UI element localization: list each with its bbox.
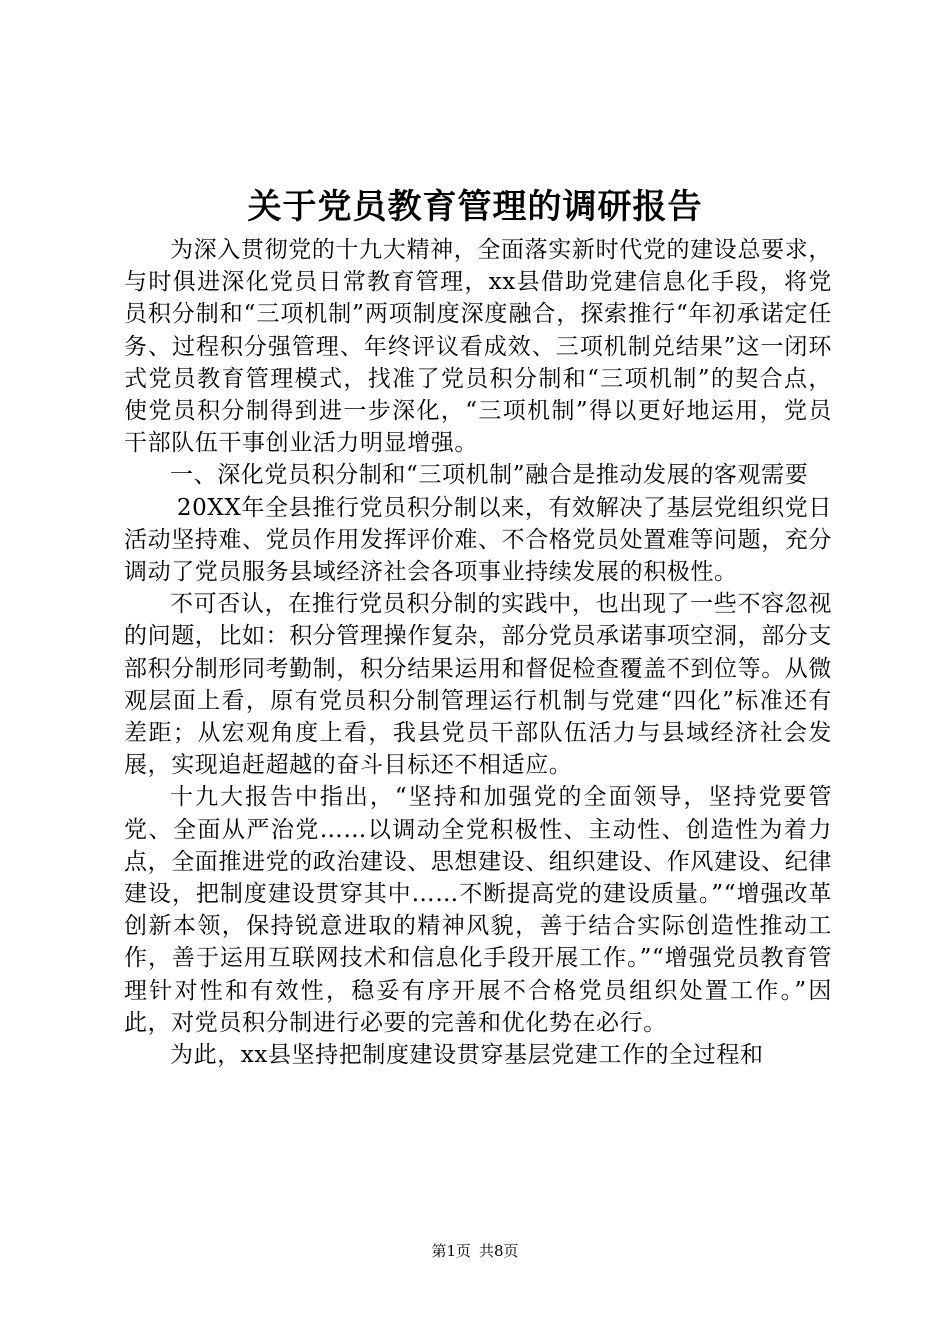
page-footer	[0, 1241, 950, 1261]
paragraph-quote: 十九大报告中指出，“坚持和加强党的全面领导，坚持党要管党、全面从严治党……以调动全党积极性、主动性、创造性为着力点，全面推进党的政治建设、思想建设、组织建设、作风建设、纪律建设，把制度建设贯穿其中……不断提高党的建设质量。”“增强改革创新本领，保持锐意进取的精神风貌，善于结合实际创造性推动工作，善于运用互联网技术和信息化手段开展工作。”“增强党员教育管理针对性和有效性，稳妥有序开展不合格党员组织处置工作。”因此，对党员积分制进行必要的完善和优化势在必行。	[124, 784, 832, 1036]
paragraph-intro: 为深入贯彻党的十九大精神，全面落实新时代党的建设总要求，与时俱进深化党员日常教育管理，xx县借助党建信息化手段，将党员积分制和“三项机制”两项制度深度融合，探索推行“年初承诺定任务、过程积分强管理、年终评议看成效、三项机制兑结果”这一闭环式党员教育管理模式，找准了党员积分制和“三项机制”的契合点，使党员积分制得到进一步深化，“三项机制”得以更好地运用，党员干部队伍干事创业活力明显增强。	[124, 237, 832, 457]
paragraph-problems: 不可否认，在推行党员积分制的实践中，也出现了一些不容忽视的问题，比如：积分管理操作复杂，部分党员承诺事项空洞，部分支部积分制形同考勤制，积分结果运用和督促检查覆盖不到位等。从微观层面上看，原有党员积分制管理运行机制与党建“四化”标准还有差距；从宏观角度上看，我县党员干部队伍活力与县域经济社会发展，实现追赶超越的奋斗目标还不相适应。	[124, 591, 832, 779]
document-body	[124, 234, 832, 1071]
document-title: 关于党员教育管理的调研报告	[247, 187, 703, 227]
page-number: 第1页	[431, 1242, 471, 1260]
section-heading-1: 一、深化党员积分制和“三项机制”融合是推动发展的客观需要	[170, 462, 809, 489]
paragraph-background: 20XX年全县推行党员积分制以来，有效解决了基层党组织党日活动坚持难、党员作用发挥评价难、不合格党员处置难等问题，充分调动了党员服务县域经济社会各项事业持续发展的积极性。	[124, 494, 832, 586]
paragraph-conclusion: 为此，xx县坚持把制度建设贯穿基层党建工作的全过程和	[170, 1042, 764, 1069]
page-total: 共8页	[479, 1242, 519, 1260]
